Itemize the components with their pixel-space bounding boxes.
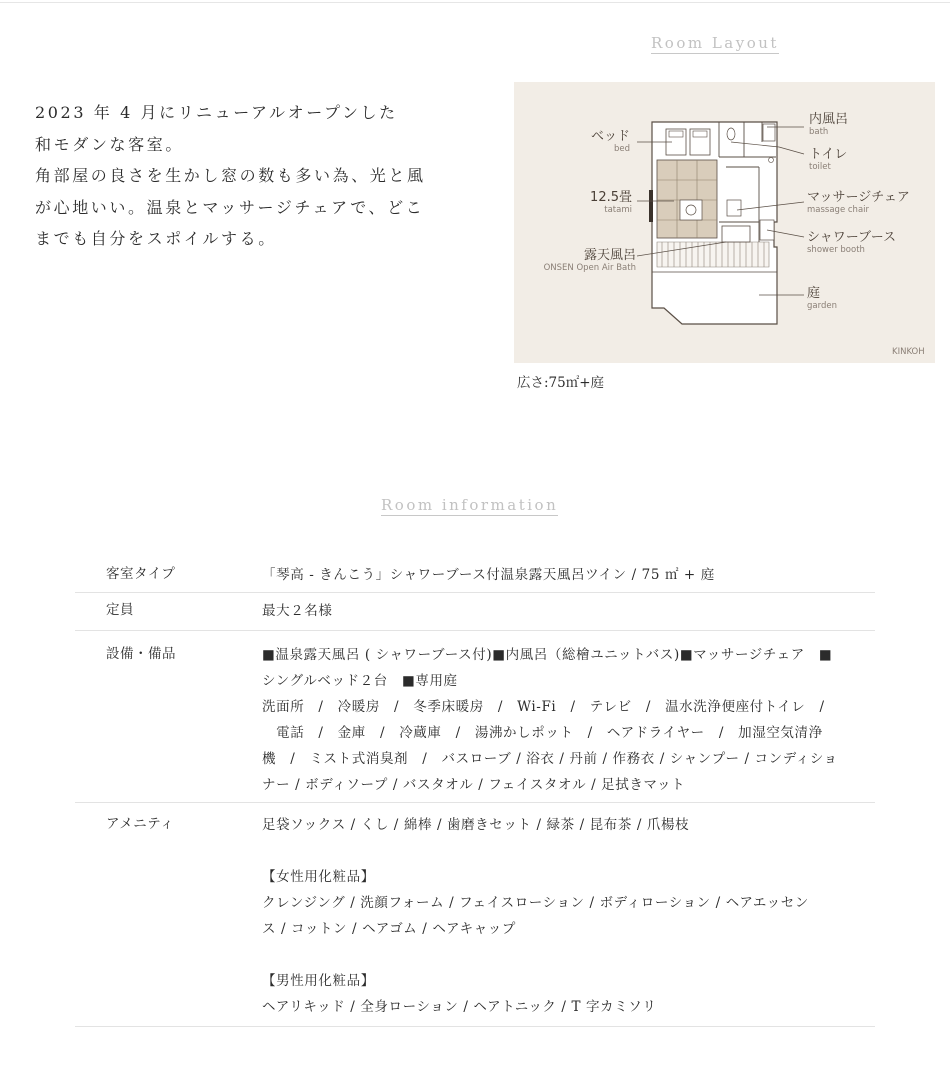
- room-type-value: 「琴高 - きんこう」シャワーブース付温泉露天風呂ツイン / 75 ㎡ + 庭: [236, 557, 875, 593]
- room-information-heading: Room information: [381, 496, 559, 514]
- women-cosmetics-heading: 【女性用化粧品】: [262, 869, 375, 885]
- onsen-label: 露天風呂 ONSEN Open Air Bath: [543, 248, 636, 273]
- intro-line: 2023 年 4 月にリニューアルオープンした: [35, 103, 398, 122]
- room-info-table: [75, 557, 875, 1027]
- top-divider: [0, 2, 950, 3]
- men-cosmetics-heading: 【男性用化粧品】: [262, 973, 375, 989]
- table-row: [75, 803, 875, 1027]
- amenity-label: アメニティ: [75, 803, 236, 1027]
- bed-label: ベッド bed: [590, 129, 630, 154]
- capacity-value: 最大２名様: [236, 593, 875, 631]
- capacity-label: 定員: [75, 593, 236, 631]
- massage-chair-label: マッサージチェア massage chair: [807, 190, 910, 215]
- tatami-label: 12.5畳 tatami: [590, 190, 632, 215]
- table-row: [75, 631, 875, 803]
- toilet-label: トイレ toilet: [809, 147, 848, 172]
- amenity-value: 足袋ソックス / くし / 綿棒 / 歯磨きセット / 緑茶 / 昆布茶 / 爪楊枝 【女性用化粧品】 クレンジング / 洗顔フォーム / フェイスローション / ボディローション / ヘアエッセン ス / コットン / ヘアゴム / ヘアキャップ 【男性用化粧品】 ヘアリキッド / 全身ローション / ヘアトニック / T 字カミソリ: [236, 803, 875, 1027]
- intro-line: 角部屋の良さを生かし窓の数も多い為、光と風: [35, 166, 426, 185]
- intro-line: 和モダンな客室。: [35, 134, 184, 154]
- room-area: 広さ:75㎡+庭: [517, 375, 605, 391]
- equipment-label: 設備・備品: [75, 631, 236, 803]
- room-type-label: 客室タイプ: [75, 557, 236, 593]
- garden-label: 庭 garden: [807, 286, 837, 311]
- bath-label: 内風呂 bath: [809, 112, 849, 137]
- intro-line: が心地いい。温泉とマッサージチェアで、どこ: [35, 197, 425, 217]
- room-layout-heading: Room Layout: [651, 34, 779, 52]
- brand-mark: KINKOH: [892, 347, 925, 357]
- floor-plan-image: [514, 82, 935, 363]
- intro-line: までも自分をスポイルする。: [35, 229, 277, 248]
- table-row: [75, 557, 875, 593]
- floor-plan-drawing: [514, 82, 935, 363]
- room-intro-text: [35, 97, 475, 255]
- table-row: [75, 593, 875, 631]
- shower-booth-label: シャワーブース shower booth: [807, 230, 897, 255]
- equipment-value: ■温泉露天風呂 ( シャワーブース付)■内風呂（総檜ユニットバス)■マッサージチェア ■ シングルベッド２台 ■専用庭 洗面所 / 冷暖房 / 冬季床暖房 / Wi-Fi / テレビ / 温水洗浄便座付トイレ / 電話 / 金庫 / 冷蔵庫 / 湯沸かしポット / ヘアドライヤー / 加湿空気清浄 機 / ミスト式消臭剤 / バスローブ / 浴衣 / 丹前 / 作務衣 / シャンプー / コンディショ ナー / ボディソープ / バスタオル / フェイスタオル / 足拭きマット: [236, 631, 875, 803]
